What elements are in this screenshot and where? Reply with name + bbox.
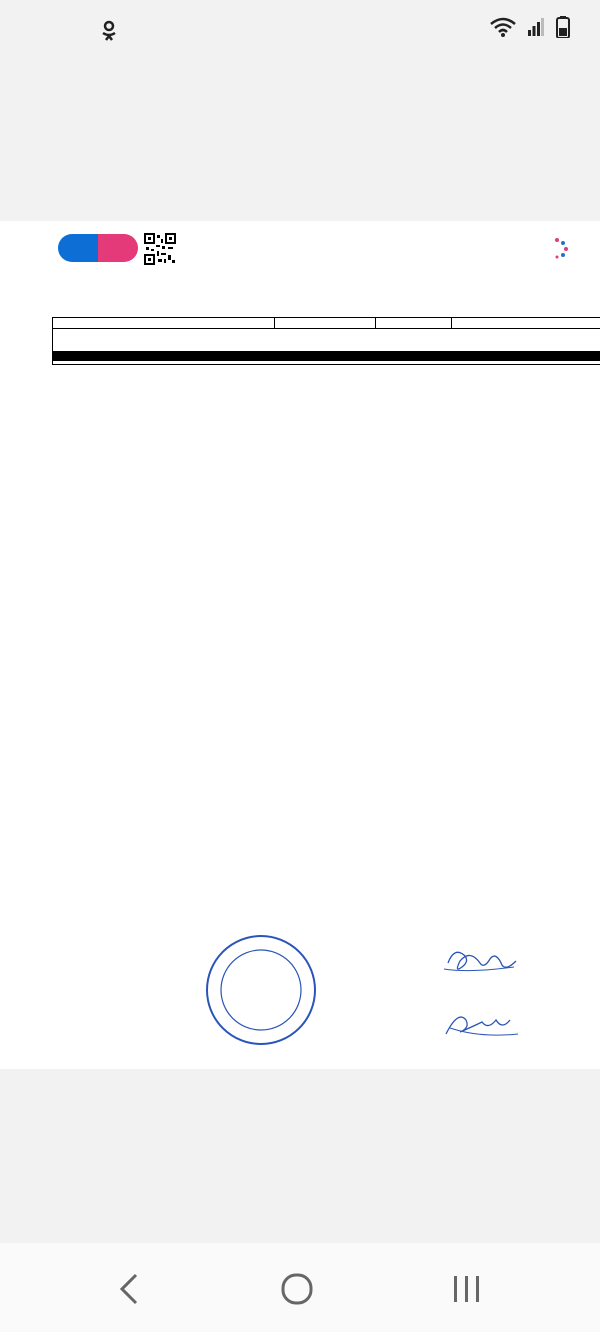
col-header-reference — [452, 318, 600, 329]
home-icon[interactable] — [281, 1273, 313, 1305]
logo-neo-part — [58, 234, 98, 262]
col-header-result — [274, 318, 376, 329]
meta-row — [53, 329, 600, 348]
qr-code-icon — [144, 233, 176, 265]
logo-max-part — [98, 234, 138, 262]
wifi-icon — [490, 16, 516, 38]
status-bar — [0, 0, 600, 62]
navigation-bar — [0, 1243, 600, 1332]
col-header-units — [376, 318, 452, 329]
table-header-row — [53, 318, 600, 329]
sitilab-dots-icon — [553, 237, 569, 259]
signal-icon — [528, 18, 544, 36]
director-signature-icon — [440, 943, 520, 979]
meta-block — [53, 329, 600, 348]
head-signature-icon — [440, 1006, 520, 1042]
patient-dob-line — [58, 290, 102, 298]
results-table — [52, 317, 600, 365]
battery-icon — [556, 16, 570, 38]
group-title-cervix — [53, 361, 600, 365]
odnoklassniki-icon — [101, 20, 117, 42]
recent-apps-icon[interactable] — [451, 1273, 483, 1305]
lab-report-page — [0, 221, 600, 1069]
back-icon[interactable] — [118, 1273, 140, 1305]
group-row-cervix — [53, 361, 600, 365]
lab-stamp-icon — [205, 934, 317, 1046]
col-header-test — [53, 318, 275, 329]
patient-sex-line — [58, 281, 76, 289]
neomax-logo — [58, 234, 138, 262]
